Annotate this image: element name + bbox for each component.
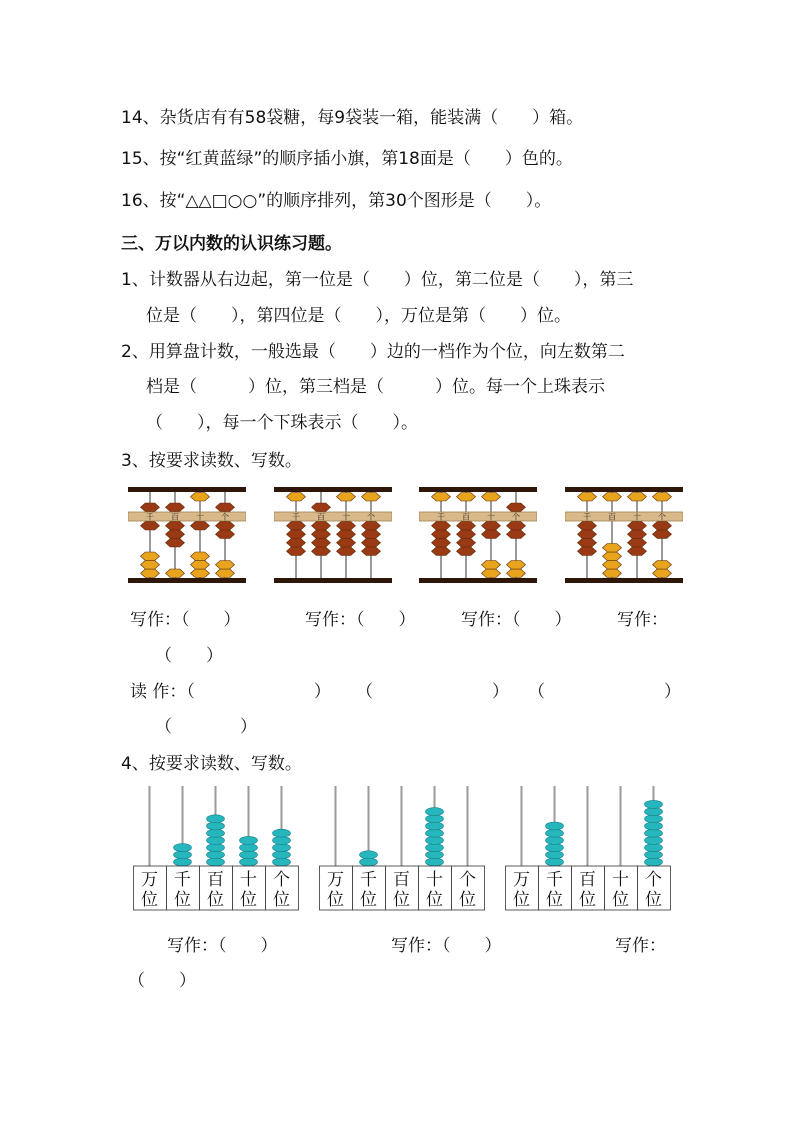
counter-bead (240, 858, 258, 866)
abacus-lower-bead (653, 530, 672, 539)
abacus-lower-bead (337, 530, 356, 539)
counter-write-2: 写作：（ ） (391, 936, 502, 956)
abacus-upper-bead (653, 493, 672, 502)
abacus-lower-bead (653, 522, 672, 531)
counter-bead (645, 858, 663, 866)
counter-place-label-top: 百 (207, 870, 224, 890)
counter-place-label-top: 千 (174, 870, 191, 890)
abacus-lower-bead (166, 569, 185, 578)
abacus-rod-label: 千 (437, 512, 445, 522)
counter-bead (273, 851, 291, 859)
counter-bead (645, 851, 663, 859)
counter-bead (273, 829, 291, 837)
write-answer-2: 写作：（ ） (305, 610, 416, 630)
abacus-lower-bead (482, 530, 501, 539)
abacus-lower-bead (191, 552, 210, 561)
abacus-lower-bead (141, 522, 160, 531)
abacus-lower-bead (457, 539, 476, 548)
counter-place-label-top: 万 (513, 870, 530, 890)
counter-place-label-top: 百 (393, 870, 410, 890)
counter-bead (546, 829, 564, 837)
counter-bead (426, 815, 444, 823)
abacus-lower-bead (432, 522, 451, 531)
abacus (128, 487, 246, 583)
counter-place-label-top: 个 (645, 870, 662, 890)
counter-place-label-top: 万 (141, 870, 158, 890)
abacus-upper-bead (507, 503, 526, 512)
counter-place-label-top: 十 (612, 870, 629, 890)
abacus-rod-label: 千 (292, 512, 300, 522)
abacus-lower-bead (191, 522, 210, 531)
abacus-lower-bead (653, 561, 672, 570)
abacus-rod-label: 十 (342, 512, 350, 522)
abacus-upper-bead (457, 493, 476, 502)
counter-write-1: 写作：（ ） (167, 936, 278, 956)
abacus-upper-bead (628, 493, 647, 502)
abacus-rod-label: 十 (196, 512, 204, 522)
abacus-lower-bead (337, 539, 356, 548)
counter-bead (240, 844, 258, 852)
read-answer-4: （ ） (155, 717, 257, 737)
abacus-lower-bead (312, 539, 331, 548)
counter-place-label-bottom: 位 (141, 890, 158, 910)
problem-14: 14、杂货店有有58袋糖，每9袋装一箱，能装满（ ）箱。 (121, 108, 584, 128)
abacus-lower-bead (312, 547, 331, 556)
question-2-line-3: （ ），每一个下珠表示（ ）。 (146, 413, 418, 433)
abacus-lower-bead (287, 522, 306, 531)
abacus-lower-bead (312, 522, 331, 531)
counter-place-label-top: 百 (579, 870, 596, 890)
question-4-title: 4、按要求读数、写数。 (121, 754, 302, 774)
counter-bead (645, 822, 663, 830)
abacus-lower-bead (628, 547, 647, 556)
abacus-lower-bead (216, 522, 235, 531)
question-1-line-2: 位是（ ），第四位是（ ），万位是第（ ）位。 (146, 306, 571, 326)
counter-place-label-top: 个 (459, 870, 476, 890)
write-answer-1: 写作：（ ） (130, 610, 241, 630)
counter-place-label-bottom: 位 (360, 890, 377, 910)
counter-place-label-bottom: 位 (579, 890, 596, 910)
counter-place-label-top: 个 (273, 870, 290, 890)
counter-bead (207, 844, 225, 852)
counter-place-label-top: 十 (240, 870, 257, 890)
write-answer-3: 写作：（ ） (461, 610, 572, 630)
counter-bead (426, 808, 444, 816)
abacus-lower-bead (287, 547, 306, 556)
abacus-lower-bead (578, 522, 597, 531)
question-2-line-1: 2、用算盘计数，一般选最（ ）边的一档作为个位，向左数第二 (121, 342, 625, 362)
counter-place-label-top: 十 (426, 870, 443, 890)
counter-bead (207, 836, 225, 844)
counter-bead (546, 822, 564, 830)
counter-bead (207, 851, 225, 859)
abacus-top-bar (274, 487, 392, 492)
counter-place-label-bottom: 位 (327, 890, 344, 910)
counter-place-label-bottom: 位 (546, 890, 563, 910)
problem-15: 15、按“红黄蓝绿”的顺序插小旗，第18面是（ ）色的。 (121, 149, 573, 169)
abacus-lower-bead (507, 561, 526, 570)
counter-bead (546, 844, 564, 852)
counter-bead (240, 851, 258, 859)
problem-16: 16、按“△△□○○”的顺序排列，第30个图形是（ ）。 (121, 191, 552, 211)
abacus-lower-bead (457, 522, 476, 531)
question-1-line-1: 1、计数器从右边起，第一位是（ ）位，第二位是（ ），第三 (121, 270, 634, 290)
abacus-upper-bead (191, 493, 210, 502)
abacus-bottom-bar (419, 578, 537, 583)
abacus-lower-bead (482, 561, 501, 570)
abacus-lower-bead (603, 561, 622, 570)
abacus-bottom-bar (565, 578, 683, 583)
counter-bead (207, 815, 225, 823)
question-3-title: 3、按要求读数、写数。 (121, 451, 302, 471)
read-answer-1: 读 作：（ ） (130, 682, 331, 702)
counter-bead (426, 858, 444, 866)
abacus-rod-label: 百 (317, 512, 325, 522)
abacus-bottom-bar (128, 578, 246, 583)
abacus-lower-bead (578, 539, 597, 548)
counter-place-label-bottom: 位 (393, 890, 410, 910)
abacus-lower-bead (166, 539, 185, 548)
abacus-lower-bead (432, 530, 451, 539)
abacus-lower-bead (362, 522, 381, 531)
abacus-lower-bead (337, 522, 356, 531)
counter-place-label-top: 万 (327, 870, 344, 890)
abacus-lower-bead (191, 561, 210, 570)
abacus-rod-label: 百 (608, 512, 616, 522)
abacus-lower-bead (457, 530, 476, 539)
counter-bead (645, 815, 663, 823)
counter-bead (273, 836, 291, 844)
section-heading: 三、万以内数的认识练习题。 (121, 234, 342, 254)
counter-place-label-bottom: 位 (426, 890, 443, 910)
abacus-lower-bead (603, 552, 622, 561)
counter-place-label-bottom: 位 (273, 890, 290, 910)
counter-bead (546, 851, 564, 859)
counter-place-label-bottom: 位 (513, 890, 530, 910)
counter-bead (645, 829, 663, 837)
counter-bead (207, 822, 225, 830)
counter-place-label-top: 千 (360, 870, 377, 890)
counter-bead (360, 858, 378, 866)
counter-bead (645, 800, 663, 808)
counter-bead (360, 851, 378, 859)
counter-bead (240, 836, 258, 844)
write-answer-4-blank: （ ） (155, 646, 223, 666)
abacus-rod-label: 十 (487, 512, 495, 522)
read-answer-2: （ ） (356, 682, 509, 702)
abacus-lower-bead (482, 522, 501, 531)
abacus-top-bar (128, 487, 246, 492)
abacus (419, 487, 537, 583)
counter-bead (207, 829, 225, 837)
counter-place-label-bottom: 位 (207, 890, 224, 910)
abacus-lower-bead (287, 530, 306, 539)
counter-bead (426, 836, 444, 844)
counter-place-label-top: 千 (546, 870, 563, 890)
abacus-rod-label: 百 (462, 512, 470, 522)
counter-bead (426, 844, 444, 852)
counter-bead (426, 851, 444, 859)
abacus-lower-bead (216, 561, 235, 570)
abacus-upper-bead (216, 503, 235, 512)
place-value-counter (133, 780, 303, 912)
counter-place-label-bottom: 位 (459, 890, 476, 910)
abacus-top-bar (565, 487, 683, 492)
abacus-lower-bead (216, 530, 235, 539)
abacus-lower-bead (457, 547, 476, 556)
counter-bead (645, 844, 663, 852)
abacus-lower-bead (482, 569, 501, 578)
counter-write-3: 写作： (615, 936, 666, 956)
abacus-lower-bead (362, 547, 381, 556)
counter-place-label-bottom: 位 (174, 890, 191, 910)
counter-bead (207, 858, 225, 866)
abacus-bottom-bar (274, 578, 392, 583)
abacus-lower-bead (653, 569, 672, 578)
abacus-lower-bead (628, 522, 647, 531)
abacus-lower-bead (603, 544, 622, 553)
abacus-lower-bead (141, 552, 160, 561)
abacus-lower-bead (578, 547, 597, 556)
abacus-lower-bead (216, 569, 235, 578)
abacus-lower-bead (312, 530, 331, 539)
abacus-rod-label: 个 (512, 512, 520, 522)
abacus-lower-bead (432, 539, 451, 548)
abacus-lower-bead (287, 539, 306, 548)
abacus-lower-bead (166, 522, 185, 531)
abacus-lower-bead (141, 561, 160, 570)
abacus-lower-bead (362, 530, 381, 539)
abacus-upper-bead (603, 493, 622, 502)
counter-bead (645, 836, 663, 844)
abacus-lower-bead (166, 530, 185, 539)
counter-bead (546, 858, 564, 866)
abacus-upper-bead (362, 493, 381, 502)
abacus-lower-bead (141, 569, 160, 578)
abacus (565, 487, 683, 583)
counter-bead (174, 844, 192, 852)
abacus-top-bar (419, 487, 537, 492)
abacus-upper-bead (166, 503, 185, 512)
abacus-upper-bead (287, 493, 306, 502)
counter-bead (645, 808, 663, 816)
abacus-upper-bead (432, 493, 451, 502)
abacus-rod-label: 个 (367, 512, 375, 522)
abacus-rod-label: 千 (146, 512, 154, 522)
counter-place-label-bottom: 位 (240, 890, 257, 910)
counter-write-3-blank: （ ） (128, 971, 196, 991)
counter-bead (426, 822, 444, 830)
abacus-lower-bead (337, 547, 356, 556)
abacus-rod-label: 个 (658, 512, 666, 522)
abacus-lower-bead (432, 547, 451, 556)
place-value-counter (505, 780, 675, 912)
abacus-rod-label: 百 (171, 512, 179, 522)
abacus-upper-bead (141, 503, 160, 512)
write-answer-4: 写作： (617, 610, 668, 630)
counter-bead (174, 858, 192, 866)
abacus-lower-bead (578, 530, 597, 539)
counter-place-label-bottom: 位 (645, 890, 662, 910)
counter-bead (174, 851, 192, 859)
abacus-lower-bead (507, 522, 526, 531)
abacus (274, 487, 392, 583)
counter-bead (426, 829, 444, 837)
abacus-rod-label: 十 (633, 512, 641, 522)
abacus-lower-bead (507, 569, 526, 578)
abacus-lower-bead (507, 530, 526, 539)
counter-bead (273, 844, 291, 852)
abacus-upper-bead (482, 493, 501, 502)
read-answer-3: （ ） (528, 682, 681, 702)
abacus-rod-label: 千 (583, 512, 591, 522)
abacus-rod-label: 个 (221, 512, 229, 522)
abacus-upper-bead (337, 493, 356, 502)
abacus-upper-bead (312, 503, 331, 512)
abacus-lower-bead (628, 539, 647, 548)
abacus-upper-bead (578, 493, 597, 502)
abacus-lower-bead (191, 569, 210, 578)
counter-bead (546, 836, 564, 844)
counter-place-label-bottom: 位 (612, 890, 629, 910)
counter-bead (273, 858, 291, 866)
place-value-counter (319, 780, 489, 912)
abacus-lower-bead (362, 539, 381, 548)
abacus-lower-bead (603, 569, 622, 578)
abacus-lower-bead (628, 530, 647, 539)
question-2-line-2: 档是（ ）位，第三档是（ ）位。每一个上珠表示 (146, 377, 605, 397)
